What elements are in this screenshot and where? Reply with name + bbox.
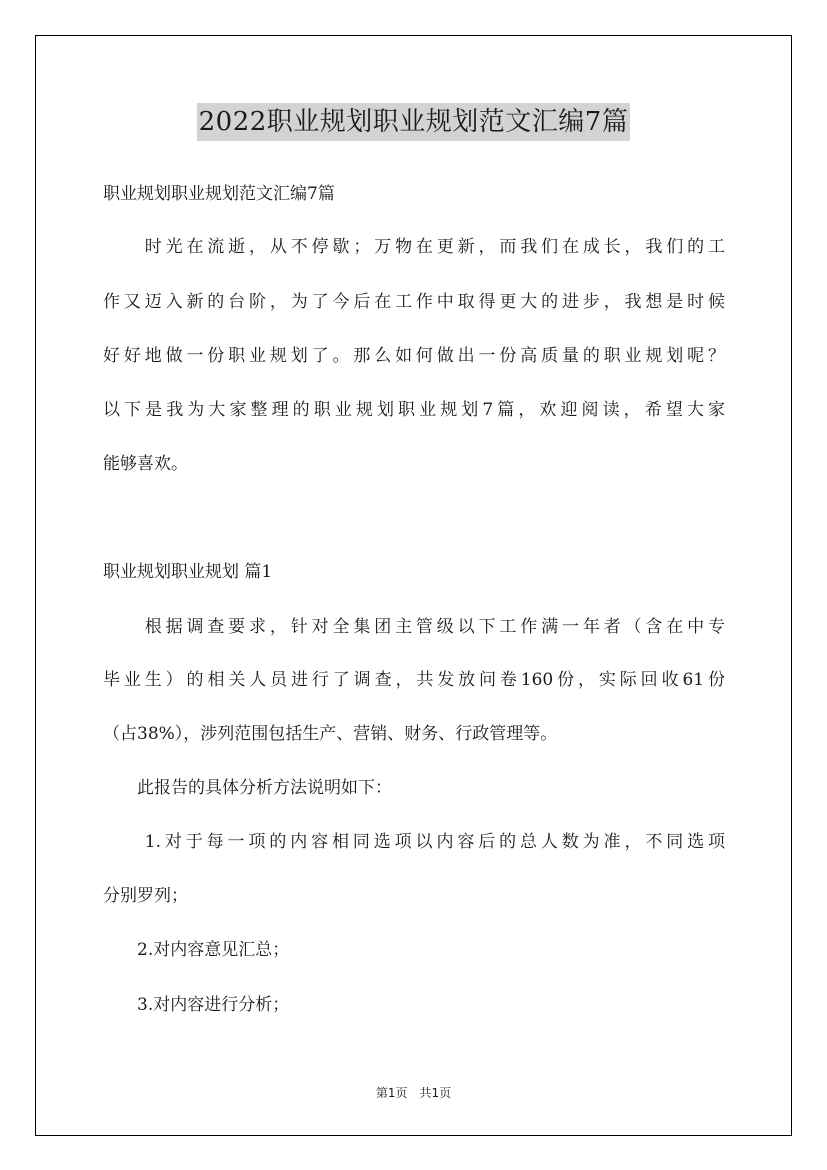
document-title: 2022职业规划职业规划范文汇编7篇 xyxy=(197,103,631,141)
paragraph-line: 毕业生）的相关人员进行了调查，共发放问卷160份，实际回收61份 xyxy=(103,670,725,690)
paragraph-line: 时光在流逝，从不停歇；万物在更新，而我们在成长，我们的工 xyxy=(103,237,725,257)
paragraph-line: 作又迈入新的台阶，为了今后在工作中取得更大的进步，我想是时候 xyxy=(103,292,725,312)
paragraph-line: （占38%），涉列范围包括生产、营销、财务、行政管理等。 xyxy=(103,724,558,744)
list-item-line: 3.对内容进行分析； xyxy=(103,995,290,1015)
paragraph-line: 根据调查要求，针对全集团主管级以下工作满一年者（含在中专 xyxy=(103,617,725,637)
list-item-line: 1.对于每一项的内容相同选项以内容后的总人数为准，不同选项 xyxy=(103,832,725,852)
paragraph-line: 好好地做一份职业规划了。那么如何做出一份高质量的职业规划呢？ xyxy=(103,346,725,366)
page-footer: 第1页 共1页 xyxy=(375,1086,452,1100)
list-item-line: 2.对内容意见汇总； xyxy=(103,940,290,960)
subtitle-line: 职业规划职业规划范文汇编7篇 xyxy=(103,184,335,204)
paragraph-line: 能够喜欢。 xyxy=(103,454,188,474)
paragraph-line: 此报告的具体分析方法说明如下： xyxy=(103,778,392,798)
section-heading: 职业规划职业规划 篇1 xyxy=(103,562,273,582)
paragraph-line: 以下是我为大家整理的职业规划职业规划7篇，欢迎阅读，希望大家 xyxy=(103,400,725,420)
list-item-line: 分别罗列； xyxy=(103,886,188,906)
title-container xyxy=(0,103,827,141)
